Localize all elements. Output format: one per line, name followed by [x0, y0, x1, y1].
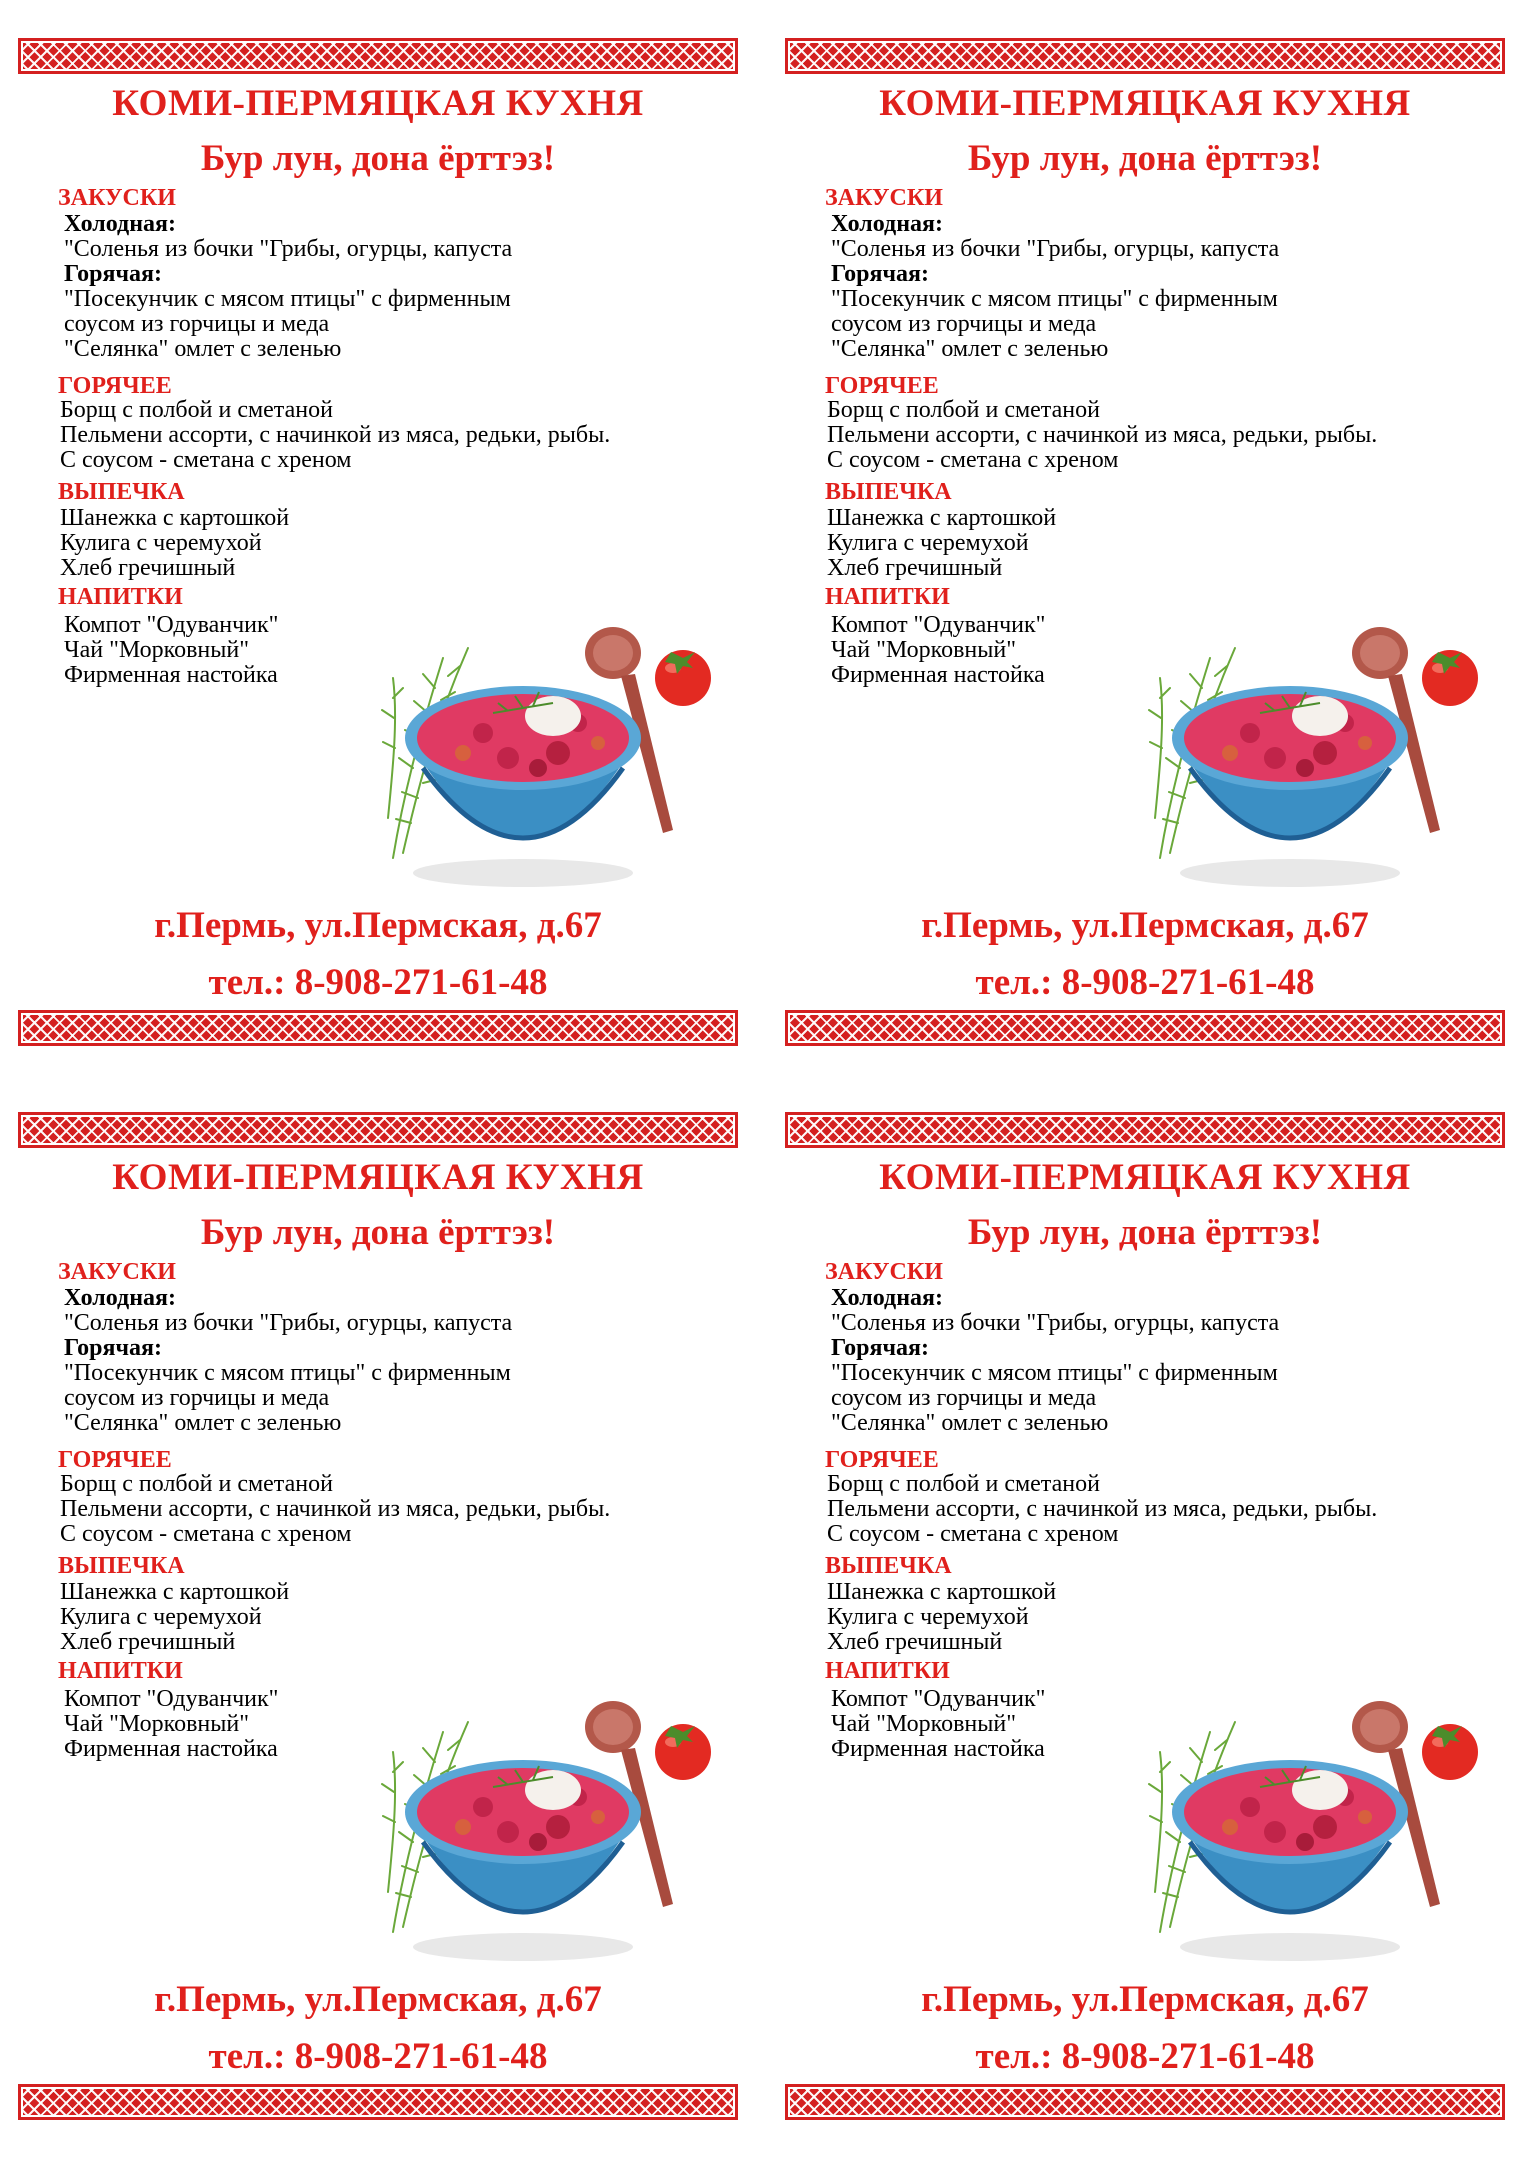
section-heading-hot: ГОРЯЧЕЕ	[58, 373, 172, 399]
section-heading-pastry: ВЫПЕЧКА	[825, 479, 952, 505]
snacks-cold-item: "Соленья из бочки "Грибы, огурцы, капуста	[831, 236, 1280, 262]
flyer-title: КОМИ-ПЕРМЯЦКАЯ КУХНЯ	[112, 83, 644, 124]
snacks-hot-label: Горячая:	[64, 1335, 163, 1361]
snacks-hot-label: Горячая:	[831, 261, 930, 287]
pastry-item: Шанежка с картошкой	[827, 1579, 1057, 1605]
snacks-hot-item: соусом из горчицы и меда	[64, 311, 330, 337]
pastry-item: Хлеб гречишный	[827, 1629, 1003, 1655]
section-heading-hot: ГОРЯЧЕЕ	[825, 373, 939, 399]
menu-flyer	[18, 38, 738, 1048]
hot-item: Борщ с полбой и сметаной	[827, 397, 1100, 423]
section-heading-hot: ГОРЯЧЕЕ	[825, 1447, 939, 1473]
menu-flyer	[785, 1112, 1505, 2122]
address-text: г.Пермь, ул.Пермская, д.67	[154, 1979, 602, 2020]
menu-flyer	[785, 38, 1505, 1048]
ornament-border-top	[18, 38, 738, 74]
snacks-cold-label: Холодная:	[64, 1285, 176, 1311]
section-heading-snacks: ЗАКУСКИ	[825, 1259, 943, 1285]
drinks-item: Компот "Одуванчик"	[831, 1686, 1046, 1712]
flyer-subtitle: Бур лун, дона ёрттэз!	[967, 1212, 1323, 1253]
ornament-border-bottom	[18, 2084, 738, 2120]
section-heading-snacks: ЗАКУСКИ	[825, 185, 943, 211]
tomato-icon	[1422, 1724, 1478, 1780]
snacks-cold-label: Холодная:	[64, 211, 176, 237]
hot-item: Борщ с полбой и сметаной	[60, 1471, 333, 1497]
snacks-hot-item: "Посекунчик с мясом птицы" с фирменным	[64, 286, 511, 312]
snacks-hot-item: "Селянка" омлет с зеленью	[64, 336, 342, 362]
pastry-item: Кулига с черемухой	[827, 1604, 1029, 1630]
flyer-subtitle: Бур лун, дона ёрттэз!	[967, 138, 1323, 179]
flyer-title: КОМИ-ПЕРМЯЦКАЯ КУХНЯ	[879, 83, 1411, 124]
address-text: г.Пермь, ул.Пермская, д.67	[154, 905, 602, 946]
snacks-hot-item: "Посекунчик с мясом птицы" с фирменным	[831, 286, 1278, 312]
tomato-icon	[1422, 650, 1478, 706]
snacks-cold-item: "Соленья из бочки "Грибы, огурцы, капуста	[831, 1310, 1280, 1336]
drinks-item: Чай "Морковный"	[831, 637, 1017, 663]
flyer-title: КОМИ-ПЕРМЯЦКАЯ КУХНЯ	[879, 1157, 1411, 1198]
tomato-icon	[655, 1724, 711, 1780]
phone-text: тел.: 8-908-271-61-48	[975, 2036, 1315, 2077]
hot-item: С соусом - сметана с хреном	[60, 1521, 352, 1547]
snacks-hot-item: "Посекунчик с мясом птицы" с фирменным	[64, 1360, 511, 1386]
snacks-hot-item: соусом из горчицы и меда	[64, 1385, 330, 1411]
ornament-border-bottom	[785, 1010, 1505, 1046]
pastry-item: Хлеб гречишный	[60, 1629, 236, 1655]
pastry-item: Кулига с черемухой	[60, 1604, 262, 1630]
phone-text: тел.: 8-908-271-61-48	[208, 962, 548, 1003]
bowl-icon	[1172, 686, 1408, 887]
section-heading-drinks: НАПИТКИ	[58, 1658, 183, 1684]
phone-text: тел.: 8-908-271-61-48	[975, 962, 1315, 1003]
flyer-subtitle: Бур лун, дона ёрттэз!	[200, 138, 556, 179]
drinks-item: Компот "Одуванчик"	[64, 1686, 279, 1712]
section-heading-snacks: ЗАКУСКИ	[58, 1259, 176, 1285]
hot-item: Пельмени ассорти, с начинкой из мяса, редьки, рыбы.	[827, 422, 1378, 448]
hot-item: Борщ с полбой и сметаной	[60, 397, 333, 423]
hot-item: С соусом - сметана с хреном	[827, 1521, 1119, 1547]
section-heading-drinks: НАПИТКИ	[825, 584, 950, 610]
section-heading-pastry: ВЫПЕЧКА	[58, 479, 185, 505]
section-heading-snacks: ЗАКУСКИ	[58, 185, 176, 211]
bowl-icon	[405, 686, 641, 887]
section-heading-hot: ГОРЯЧЕЕ	[58, 1447, 172, 1473]
drinks-item: Фирменная настойка	[831, 662, 1045, 688]
flyer-subtitle: Бур лун, дона ёрттэз!	[200, 1212, 556, 1253]
drinks-item: Компот "Одуванчик"	[64, 612, 279, 638]
snacks-hot-item: "Селянка" омлет с зеленью	[831, 1410, 1109, 1436]
drinks-item: Чай "Морковный"	[64, 637, 250, 663]
snacks-cold-label: Холодная:	[831, 1285, 943, 1311]
section-heading-drinks: НАПИТКИ	[825, 1658, 950, 1684]
snacks-cold-item: "Соленья из бочки "Грибы, огурцы, капуста	[64, 1310, 513, 1336]
snacks-cold-item: "Соленья из бочки "Грибы, огурцы, капуста	[64, 236, 513, 262]
ornament-border-top	[18, 1112, 738, 1148]
bowl-icon	[1172, 1760, 1408, 1961]
snacks-hot-item: "Посекунчик с мясом птицы" с фирменным	[831, 1360, 1278, 1386]
borscht-illustration	[1140, 618, 1485, 893]
drinks-item: Компот "Одуванчик"	[831, 612, 1046, 638]
drinks-item: Фирменная настойка	[64, 1736, 278, 1762]
pastry-item: Шанежка с картошкой	[60, 505, 290, 531]
drinks-item: Чай "Морковный"	[64, 1711, 250, 1737]
pastry-item: Хлеб гречишный	[60, 555, 236, 581]
section-heading-drinks: НАПИТКИ	[58, 584, 183, 610]
hot-item: Пельмени ассорти, с начинкой из мяса, редьки, рыбы.	[60, 1496, 611, 1522]
snacks-cold-label: Холодная:	[831, 211, 943, 237]
section-heading-pastry: ВЫПЕЧКА	[825, 1553, 952, 1579]
phone-text: тел.: 8-908-271-61-48	[208, 2036, 548, 2077]
tomato-icon	[655, 650, 711, 706]
ornament-border-top	[785, 38, 1505, 74]
hot-item: Пельмени ассорти, с начинкой из мяса, редьки, рыбы.	[827, 1496, 1378, 1522]
snacks-hot-item: "Селянка" омлет с зеленью	[831, 336, 1109, 362]
pastry-item: Хлеб гречишный	[827, 555, 1003, 581]
borscht-illustration	[373, 1692, 718, 1967]
pastry-item: Шанежка с картошкой	[60, 1579, 290, 1605]
drinks-item: Фирменная настойка	[64, 662, 278, 688]
ornament-border-bottom	[785, 2084, 1505, 2120]
snacks-hot-item: соусом из горчицы и меда	[831, 1385, 1097, 1411]
drinks-item: Фирменная настойка	[831, 1736, 1045, 1762]
snacks-hot-label: Горячая:	[831, 1335, 930, 1361]
flyer-title: КОМИ-ПЕРМЯЦКАЯ КУХНЯ	[112, 1157, 644, 1198]
ornament-border-bottom	[18, 1010, 738, 1046]
snacks-hot-item: "Селянка" омлет с зеленью	[64, 1410, 342, 1436]
hot-item: С соусом - сметана с хреном	[60, 447, 352, 473]
pastry-item: Шанежка с картошкой	[827, 505, 1057, 531]
ornament-border-top	[785, 1112, 1505, 1148]
hot-item: Борщ с полбой и сметаной	[827, 1471, 1100, 1497]
address-text: г.Пермь, ул.Пермская, д.67	[921, 1979, 1369, 2020]
snacks-hot-label: Горячая:	[64, 261, 163, 287]
borscht-illustration	[1140, 1692, 1485, 1967]
menu-flyer	[18, 1112, 738, 2122]
snacks-hot-item: соусом из горчицы и меда	[831, 311, 1097, 337]
hot-item: С соусом - сметана с хреном	[827, 447, 1119, 473]
pastry-item: Кулига с черемухой	[60, 530, 262, 556]
borscht-illustration	[373, 618, 718, 893]
address-text: г.Пермь, ул.Пермская, д.67	[921, 905, 1369, 946]
bowl-icon	[405, 1760, 641, 1961]
drinks-item: Чай "Морковный"	[831, 1711, 1017, 1737]
hot-item: Пельмени ассорти, с начинкой из мяса, редьки, рыбы.	[60, 422, 611, 448]
pastry-item: Кулига с черемухой	[827, 530, 1029, 556]
section-heading-pastry: ВЫПЕЧКА	[58, 1553, 185, 1579]
